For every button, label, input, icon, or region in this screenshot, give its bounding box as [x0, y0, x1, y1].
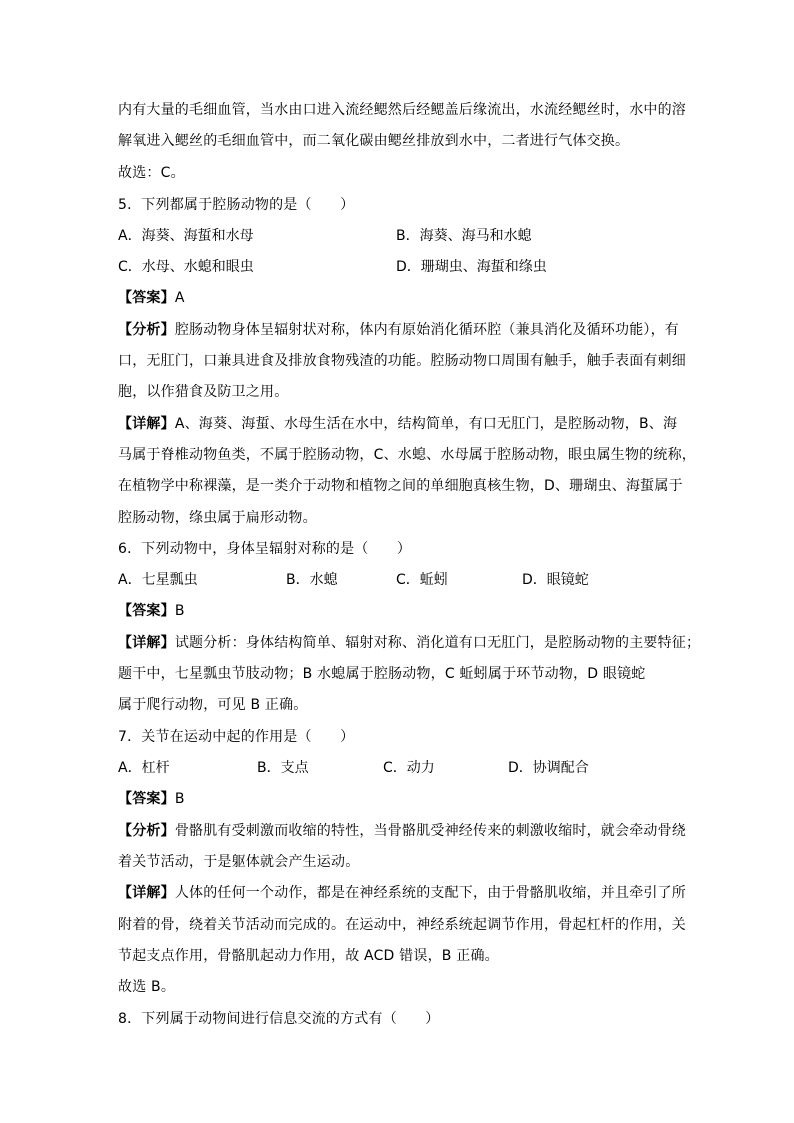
- q7-stem: 7．关节在运动中起的作用是（ ）: [118, 729, 355, 745]
- q7-option-c: C．动力: [383, 760, 435, 776]
- q6-option-b: B．水螅: [286, 572, 338, 588]
- prev-choice: 故选：C。: [118, 165, 185, 181]
- q5-analysis-line-1: [118, 320, 679, 340]
- q5-detail-line-2: 马属于脊椎动物鱼类，不属于腔肠动物，C、水螅、水母属于腔肠动物，眼虫属生物的统称，: [118, 447, 696, 463]
- detail-tag: 【详解】: [118, 885, 175, 901]
- q6-stem: 6．下列动物中，身体呈辐射对称的是（ ）: [118, 541, 412, 557]
- q5-answer: [118, 288, 185, 308]
- q6-detail-line-2: 题干中，七星瓢虫节肢动物；B 水螅属于腔肠动物，C 蚯蚓属于环节动物，D 眼镜蛇: [118, 666, 646, 682]
- analysis-tag: 【分析】: [118, 823, 175, 839]
- q7-analysis-line-2: 着关节活动，于是躯体就会产生运动。: [118, 854, 360, 870]
- q7-option-a: A．杠杆: [118, 760, 170, 776]
- q6-detail-line-1: [118, 633, 700, 653]
- q5-analysis-line-3: 胞，以作猎食及防卫之用。: [118, 384, 289, 400]
- prev-explanation-line-1: 内有大量的毛细血管，当水由口进入流经鳃然后经鳃盖后缘流出，水流经鳃丝时，水中的溶: [118, 102, 686, 118]
- q5-option-d: D．珊瑚虫、海蜇和绦虫: [396, 259, 547, 275]
- detail-tag: 【详解】: [118, 635, 175, 651]
- detail-text: 试题分析：身体结构简单、辐射对称、消化道有口无肛门，是腔肠动物的主要特征；: [174, 635, 701, 651]
- answer-tag: 【答案】: [118, 791, 175, 807]
- q5-option-c: C．水母、水螅和眼虫: [118, 259, 254, 275]
- q5-analysis-line-2: 口，无肛门，口兼具进食及排放食物残渣的功能。腔肠动物口周围有触手，触手表面有刺细: [118, 353, 686, 369]
- detail-text: A、海葵、海蜇、水母生活在水中，结构简单，有口无肛门，是腔肠动物，B、海: [174, 416, 678, 432]
- q5-detail-line-3: 在植物学中称裸藻，是一类介于动物和植物之间的单细胞真核生物，D、珊瑚虫、海蜇属于: [118, 478, 683, 494]
- q5-option-b: B．海葵、海马和水螅: [396, 228, 532, 244]
- q6-detail-line-3: 属于爬行动物，可见 B 正确。: [118, 697, 308, 713]
- q5-option-a: A．海葵、海蜇和水母: [118, 228, 254, 244]
- q7-choice: 故选 B。: [118, 979, 176, 995]
- analysis-text: 腔肠动物身体呈辐射状对称，体内有原始消化循环腔（兼具消化及循环功能），有: [174, 322, 680, 338]
- answer-tag: 【答案】: [118, 290, 175, 306]
- analysis-text: 骨骼肌有受刺激而收缩的特性，当骨骼肌受神经传来的刺激收缩时，就会牵动骨绕: [174, 823, 687, 839]
- answer-tag: 【答案】: [118, 603, 175, 619]
- detail-tag: 【详解】: [118, 416, 175, 432]
- detail-text: 人体的任何一个动作，都是在神经系统的支配下，由于骨骼肌收缩，并且牵引了所: [174, 885, 687, 901]
- q6-option-a: A．七星瓢虫: [118, 572, 198, 588]
- answer-value: B: [174, 603, 185, 619]
- q7-detail-line-1: [118, 883, 686, 903]
- q6-option-d: D．眼镜蛇: [522, 572, 589, 588]
- q7-analysis-line-1: [118, 821, 686, 841]
- q6-answer: [118, 601, 185, 621]
- prev-explanation-line-2: 解氧进入鳃丝的毛细血管中，而二氧化碳由鳃丝排放到水中，二者进行气体交换。: [118, 133, 630, 149]
- q8-stem: 8．下列属于动物间进行信息交流的方式有（ ）: [118, 1011, 440, 1027]
- q5-detail-line-1: [118, 414, 677, 434]
- answer-value: B: [174, 791, 185, 807]
- q7-detail-line-2: 附着的骨，绕着关节活动而完成的。在运动中，神经系统起调节作用，骨起杠杆的作用，关: [118, 917, 686, 933]
- q7-option-b: B．支点: [257, 760, 309, 776]
- q7-answer: [118, 789, 185, 809]
- q5-stem: 5．下列都属于腔肠动物的是（ ）: [118, 197, 355, 213]
- q5-detail-line-4: 腔肠动物，绦虫属于扁形动物。: [118, 510, 317, 526]
- q6-option-c: C．蚯蚓: [396, 572, 448, 588]
- answer-value: A: [174, 290, 185, 306]
- q7-option-d: D．协调配合: [508, 760, 589, 776]
- q7-detail-line-3: 节起支点作用，骨骼肌起动力作用，故 ACD 错误，B 正确。: [118, 948, 499, 964]
- analysis-tag: 【分析】: [118, 322, 175, 338]
